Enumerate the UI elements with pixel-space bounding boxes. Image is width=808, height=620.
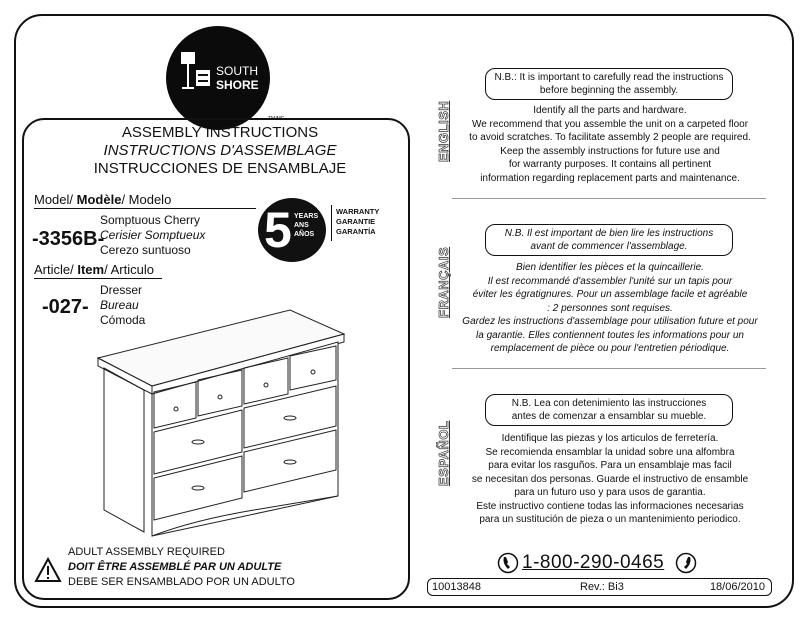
french-instructions: [440, 261, 780, 356]
warranty-es: GARANTÍA: [336, 227, 376, 236]
warranty-fr: GARANTIE: [336, 217, 376, 226]
lang-french: FRANÇAIS: [436, 246, 451, 318]
warranty-text: [336, 207, 379, 237]
nb-french-line2: avant de commencer l'assemblage.: [530, 241, 688, 252]
model-underline: [34, 208, 256, 209]
nb-french: [485, 224, 733, 256]
model-name-es: Cerezo suntuoso: [100, 243, 191, 257]
article-label: [34, 262, 154, 277]
spanish-instructions: [440, 432, 780, 527]
lang-spanish: ESPAÑOL: [436, 420, 451, 486]
years-fr: ANS: [294, 222, 309, 229]
brand-line1: SOUTH: [216, 64, 258, 78]
fr-line: la garantie. Elles contiennent toutes les informations pour un: [476, 329, 744, 341]
en-line: We recommend that you assemble the unit on a carpeted floor: [471, 118, 749, 130]
english-instructions: [440, 104, 780, 185]
en-line: to avoid scratches. To facilitate assembly 2 people are required.: [469, 132, 751, 143]
model-label-en: Model/: [34, 192, 77, 207]
nb-spanish: [485, 394, 733, 426]
adult-warning-en: ADULT ASSEMBLY REQUIRED: [68, 546, 225, 558]
fr-line: remplacement de pièce ou pour l'entretien périodique.: [490, 343, 730, 354]
phone-number[interactable]: 1-800-290-0465: [522, 552, 665, 573]
title-fr: INSTRUCTIONS D'ASSEMBLAGE: [103, 142, 337, 159]
nb-english: [485, 68, 733, 100]
es-line: Se recomienda ensamblar la unidad sobre una alfombra: [485, 446, 735, 458]
section-divider: [452, 368, 766, 369]
es-line: para evitar los rasguños. Para un ensamblaje mas facil: [488, 460, 732, 471]
document-number: 10013848: [432, 581, 481, 593]
trademark-note: TM/MC: [268, 116, 285, 122]
model-code: -3356B-: [32, 228, 105, 250]
section-divider: [452, 198, 766, 199]
es-line: para un sustitución de pieza o un mantenimiento periodico.: [479, 514, 741, 525]
model-name-fr: Cerisier Somptueux: [100, 228, 206, 242]
lang-english: ENGLISH: [436, 100, 451, 162]
es-line: Identifique las piezas y los articulos de ferretería.: [501, 433, 719, 444]
document-date: 18/06/2010: [709, 581, 765, 593]
en-line: information regarding replacement parts and maintenance.: [480, 172, 740, 184]
nb-english-line2: before beginning the assembly.: [539, 85, 679, 96]
en-line: Identify all the parts and hardware.: [533, 105, 687, 116]
revision: Rev.: Bi3: [580, 581, 624, 593]
nb-spanish-line2: antes de comenzar a ensamblar su mueble.: [511, 411, 707, 422]
article-label-es: / Articulo: [104, 262, 154, 277]
warranty-badge: [258, 198, 326, 262]
years-en: YEARS: [294, 213, 319, 220]
title-es: INSTRUCCIONES DE ENSAMBLAJE: [93, 160, 347, 177]
model-label: [34, 192, 171, 207]
article-code: -027-: [42, 296, 89, 318]
warranty-divider: [331, 205, 332, 241]
fr-line: éviter les égratignures. Pour un assemblage facile et agréable: [472, 289, 748, 300]
article-label-en: Article/: [34, 262, 78, 277]
warranty-en: WARRANTY: [336, 207, 380, 216]
fr-line: Il est recommandé d'assembler l'unité sur un tapis pour: [487, 275, 733, 287]
nb-spanish-line1: N.B. Lea con detenimiento las instrucciones: [511, 398, 707, 409]
fr-line: : 2 personnes sont requises.: [547, 302, 673, 314]
article-name-fr: Bureau: [100, 298, 139, 312]
fr-line: Gardez les instructions d'assemblage pour utilisation future et pour: [462, 316, 758, 327]
brand-line2: SHORE: [216, 78, 259, 92]
warning-triangle-icon: [34, 557, 62, 583]
dresser-illustration: [94, 306, 350, 542]
years-es: AÑOS: [294, 231, 315, 238]
article-underline: [34, 278, 162, 279]
model-name-en: Somptuous Cherry: [100, 213, 201, 227]
es-line: Este instructivo contiene todas las informaciones necesarias: [476, 500, 744, 512]
title-en: ASSEMBLY INSTRUCTIONS: [121, 124, 319, 141]
lamp-dresser-icon: [178, 52, 212, 92]
adult-warning-fr: DOIT ÊTRE ASSEMBLÉ PAR UN ADULTE: [68, 561, 282, 573]
model-label-fr: Modèle: [76, 192, 122, 207]
en-line: Keep the assembly instructions for future use and: [500, 145, 720, 157]
es-line: se necesitan dos personas. Guarde el instructivo de ensamble: [471, 473, 749, 485]
south-shore-logo: [166, 26, 270, 130]
model-label-es: / Modelo: [121, 192, 172, 207]
phone-icon-left: [497, 552, 519, 574]
nb-english-line1: N.B.: It is important to carefully read the instructions: [494, 72, 724, 83]
article-label-fr: Item: [77, 262, 105, 277]
en-line: for warranty purposes. It contains all pertinent: [508, 159, 712, 170]
warranty-years-number: 5: [264, 202, 292, 258]
article-name-es: Cómoda: [100, 313, 146, 327]
warranty-years-label: [294, 212, 318, 239]
adult-warning-es: DEBE SER ENSAMBLADO POR UN ADULTO: [68, 576, 295, 588]
article-name-en: Dresser: [100, 283, 143, 297]
nb-french-line1: N.B. Il est important de bien lire les instructions: [504, 228, 714, 239]
es-line: para un futuro uso y para usos de garantia.: [514, 487, 706, 498]
footer-bar: [427, 578, 772, 596]
phone-icon-right: [675, 552, 697, 574]
fr-line: Bien identifier les pièces et la quincaillerie.: [516, 262, 704, 273]
